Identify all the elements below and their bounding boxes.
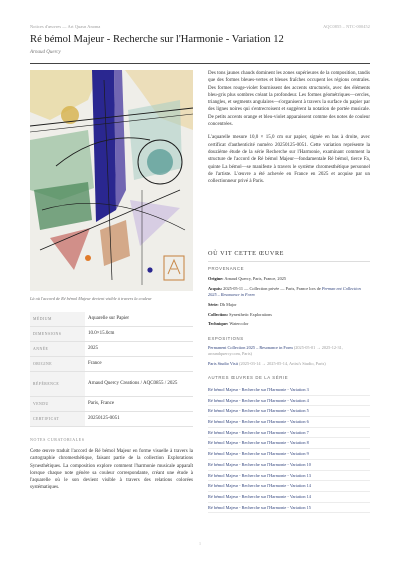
series-link[interactable]: Ré bémol Majeur - Recherche sur l'Harmonie - Variation 14 [208,492,370,503]
exhibitions-heading: EXPOSITIONS [208,336,244,341]
provenance-block [208,276,370,331]
where-divider [208,261,370,262]
page-number: 1 [199,541,201,546]
detail-value: 10.0×15.0cm [88,331,115,336]
artwork-painting [30,70,193,291]
artwork-description [208,70,370,191]
detail-row-sold [30,397,193,412]
series-link[interactable]: Ré bémol Majeur - Recherche sur l'Harmonie - Variation 8 [208,438,370,449]
notice-page [30,0,370,565]
artwork-image[interactable] [30,70,193,291]
origin-label: Origine: [208,276,224,281]
provenance-origin [208,276,370,282]
provenance-series [208,302,370,308]
exhibition-meta: (2025-03-14 → 2025-05-14, Artist's Studio, Paris) [239,361,326,366]
detail-value: Aquarelle sur Papier [88,316,130,321]
technique-value: Watercolor [229,321,249,327]
detail-label: ANNÉE [30,342,85,356]
series-link[interactable]: Ré bémol Majeur - Recherche sur l'Harmonie - Variation 6 [208,417,370,428]
detail-label: MÉDIUM [30,312,85,326]
breadcrumb[interactable]: Notices d'œuvres — Art Quasn Anoma [30,24,101,29]
exhibition-item [208,345,370,357]
series-link[interactable]: Ré bémol Majeur - Recherche sur l'Harmonie - Variation 9 [208,449,370,460]
detail-value: France [88,361,102,366]
series-label: Série: [208,301,219,307]
blue-violet-band [92,70,116,222]
technique-label: Technique: [208,321,229,327]
description-paragraph: Des tons jaunes chauds dominent les zones supérieures de la composition, tandis que des formes bleues-vertes et bleues fraîches occupent les régions centrales. Des formes rouge-violet fournissent des accents structurels, avec des éléments bleu-gris plus sombres créant la profondeur. Les formes géométriques—cercles, triangles, et segments angulaires—s'organisent à travers la surface du papier par des lignes noires qui s'entrecroisent et suggèrent la notation de portée musicale. De petits accents orange et bleu-violet apparaissent comme des notes de couleur concentrées. [208,71,370,128]
series-link[interactable]: Ré bémol Majeur - Recherche sur l'Harmonie - Variation 14 [208,481,370,492]
provenance-heading: PROVENANCE [208,266,245,271]
exhibition-item [208,361,370,367]
collection-value: Synesthetic Explorations [229,311,272,317]
detail-label: VENDU [30,397,85,411]
where-heading: OÙ VIT CETTE ŒUVRE [208,250,285,257]
series-link[interactable]: Ré bémol Majeur - Recherche sur l'Harmonie - Variation 7 [208,428,370,439]
provenance-technique [208,321,370,327]
curatorial-notes-text: Cette œuvre traduit l'accord de Ré bémol Majeur en forme visuelle à travers la cartographie chromesthétique, faisant partie de la collection Explorations Synesthétiques. La composition explore comment l'harmonie musicale apparaît lorsque chaque note génère sa couleur correspondante, créant une étude à l'aquarelle où le son devient visible à travers des relations colorées systématiques. [30,449,193,491]
detail-row-year [30,342,193,357]
series-link[interactable]: Ré bémol Majeur - Recherche sur l'Harmonie - Variation 10 [208,460,370,471]
series-link[interactable]: Ré bémol Majeur - Recherche sur l'Harmonie - Variation 15 [208,503,370,514]
acquired-value: 2025-05-11 — Collection privée — Paris, France lors de [223,285,321,291]
detail-label: ORIGINE [30,357,85,371]
detail-label: CERTIFICAT [30,412,85,426]
detail-row-reference [30,372,193,397]
orange-accent [85,255,91,261]
series-link[interactable]: Ré bémol Majeur - Recherche sur l'Harmonie - Variation 4 [208,396,370,407]
exhibition-link[interactable]: Paris Studio Visit [208,361,238,366]
detail-label: DIMENSIONS [30,327,85,341]
exhibition-link[interactable]: Permanent Collection 2025 – Resonance in Form [208,345,293,350]
collection-label: Collection: [208,311,229,317]
series-link[interactable]: Ré bémol Majeur - Recherche sur l'Harmonie - Variation 13 [208,471,370,482]
header-divider [30,63,370,64]
detail-row-origin [30,357,193,372]
provenance-collection [208,312,370,318]
exhibitions-list [208,345,370,371]
series-link[interactable]: Ré bémol Majeur - Recherche sur l'Harmonie - Variation 3 [208,385,370,396]
reference-number: AQC0855 – NTC-000452 [323,24,370,29]
description-paragraph: L'aquarelle mesure 10,0 × 15,0 cm sur papier, signée en bas à droite, avec certificat d'authenticité numéro 20250125-0051. Cette variation représente la douzième étude de la série Recherche sur l'Harmonie, examinant comment la structure de l'accord de Ré bémol Majeur—fondamentale Ré bémol, tierce Fa, quinte La bémol—se manifeste à travers le système chromesthétique personnel de l'artiste. L'œuvre a été achevée en France en 2025 et acquise par un collectionneur privé à Paris. [208,135,370,185]
series-heading: AUTRES ŒUVRES DE LA SÉRIE [208,375,289,380]
series-link[interactable]: Ré bémol Majeur - Recherche sur l'Harmonie - Variation 5 [208,406,370,417]
artwork-caption: Là où l'accord de Ré bémol Majeur devient visible à travers la couleur [30,296,152,301]
details-table [30,312,193,427]
detail-value: Paris, France [88,401,115,406]
acquired-label: Acquis: [208,285,223,291]
page-title: Ré bémol Majeur - Recherche sur l'Harmonie - Variation 12 [30,34,284,45]
detail-row-certificate [30,412,193,427]
detail-value: 20250125-0051 [88,416,120,421]
top-bar [30,24,370,32]
blue-accent [147,267,152,272]
series-list [208,385,370,513]
origin-value: Arnaud Quercy, Paris, France, 2025 [224,276,287,281]
curatorial-notes-heading: NOTES CURATORIALES [30,437,85,442]
teal-circle [147,149,173,175]
artist-name: Arnaud Quercy [30,50,61,55]
exhibition-meta: (2025-05-01 → 2025-12-31, aroundquercy.com, Paris) [208,345,343,356]
detail-row-dimensions [30,327,193,342]
provenance-acquired [208,286,370,298]
series-value: Dh Major [219,301,237,307]
detail-row-medium [30,312,193,327]
detail-value: Arnaud Quercy Creations / AQC0855 / 2025 [88,381,178,386]
detail-value: 2025 [88,346,98,351]
acquired-collection-link[interactable]: Perman ent Collection 2025 – Resonance in Form [208,285,361,297]
detail-label: RÉFÉRENCE [30,372,85,396]
